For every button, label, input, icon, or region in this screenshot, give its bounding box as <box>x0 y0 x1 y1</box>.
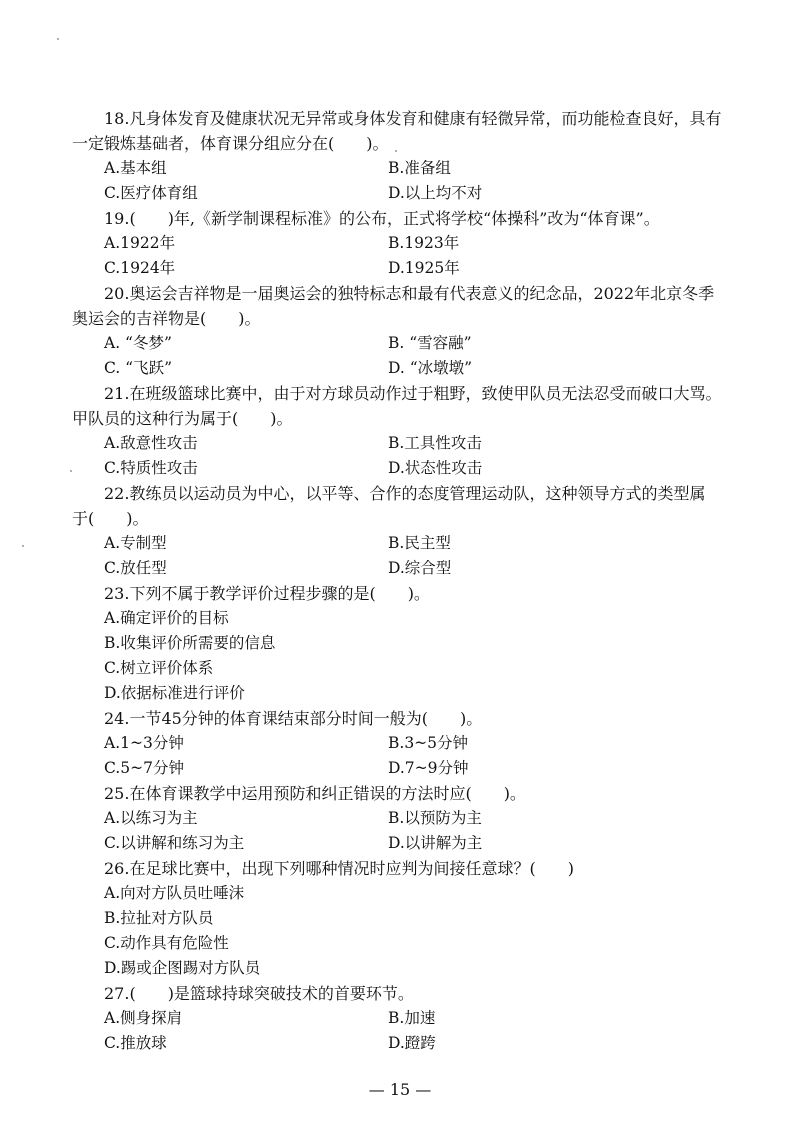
option-d: D.1925年 <box>388 259 460 277</box>
option-b: B.工具性攻击 <box>388 434 482 452</box>
question-stem-line: 甲队员的这种行为属于( )。 <box>72 409 293 428</box>
option-a: A.基本组 <box>104 159 167 177</box>
option-d: D.以上均不对 <box>388 184 483 202</box>
question-24 <box>72 706 732 781</box>
scan-speck <box>22 545 24 547</box>
question-27 <box>72 981 732 1056</box>
question-stem-line: 奥运会的吉祥物是( )。 <box>72 309 261 328</box>
option-b: B.3~5分钟 <box>388 734 469 752</box>
option-row <box>72 231 732 256</box>
question-19 <box>72 206 732 281</box>
option-a: A.侧身探肩 <box>104 1009 183 1027</box>
option-c: C.放任型 <box>104 559 167 577</box>
option-b: B.1923年 <box>388 234 460 252</box>
option-row <box>72 731 732 756</box>
question-stem-line: 18.凡身体发育及健康状况无异常或身体发育和健康有轻微异常，而功能检查良好，具有 <box>104 109 722 128</box>
option-row <box>72 181 732 206</box>
question-26 <box>72 856 732 981</box>
option-c: C.推放球 <box>104 1034 167 1052</box>
question-21 <box>72 381 732 481</box>
option-b: B.拉扯对方队员 <box>104 909 214 927</box>
option-a: A. “冬梦” <box>104 334 172 352</box>
option-d: D.以讲解为主 <box>388 834 483 852</box>
option-row <box>72 456 732 481</box>
option-row <box>72 556 732 581</box>
question-23 <box>72 581 732 706</box>
option-d: D.7~9分钟 <box>388 759 469 777</box>
scan-speck <box>57 38 59 40</box>
option-d: D.状态性攻击 <box>388 459 483 477</box>
option-a: A.向对方队员吐唾沫 <box>104 884 245 902</box>
option-b: B.加速 <box>388 1009 436 1027</box>
question-stem-line: 于( )。 <box>72 509 149 528</box>
option-a: A.敌意性攻击 <box>104 434 198 452</box>
question-25 <box>72 781 732 856</box>
question-stem-line: 一定锻炼基础者，体育课分组应分在( )。 <box>72 134 389 153</box>
question-stem-line: 22.教练员以运动员为中心，以平等、合作的态度管理运动队，这种领导方式的类型属 <box>104 484 706 503</box>
option-c: C.动作具有危险性 <box>104 934 229 952</box>
option-row <box>72 256 732 281</box>
option-a: A.1~3分钟 <box>104 734 184 752</box>
option-b: B.以预防为主 <box>388 809 482 827</box>
option-d: D.蹬跨 <box>388 1034 436 1052</box>
scan-speck <box>70 470 72 472</box>
question-stem-line: 21.在班级篮球比赛中，由于对方球员动作过于粗野，致使甲队员无法忍受而破口大骂。 <box>104 384 722 403</box>
option-b: B.收集评价所需要的信息 <box>104 634 276 652</box>
option-b: B.准备组 <box>388 159 451 177</box>
option-row <box>72 756 732 781</box>
question-22 <box>72 481 732 581</box>
option-a: A.专制型 <box>104 534 167 552</box>
question-stem-line: 24.一节45分钟的体育课结束部分时间一般为( )。 <box>104 709 483 728</box>
option-row <box>72 1006 732 1031</box>
option-c: C.特质性攻击 <box>104 459 198 477</box>
option-a: A.确定评价的目标 <box>104 609 229 627</box>
page-number: — 15 — <box>368 1080 432 1099</box>
option-d: D.综合型 <box>388 559 452 577</box>
option-d: D.依据标准进行评价 <box>104 684 245 702</box>
option-c: C.5~7分钟 <box>104 759 184 777</box>
question-stem-line: 25.在体育课教学中运用预防和纠正错误的方法时应( )。 <box>104 784 526 803</box>
option-row <box>72 831 732 856</box>
question-stem-line: 20.奥运会吉祥物是一届奥运会的独特标志和最有代表意义的纪念品，2022年北京冬季 <box>104 284 715 303</box>
option-c: C.医疗体育组 <box>104 184 198 202</box>
option-row <box>72 331 732 356</box>
question-stem-line: 23.下列不属于教学评价过程步骤的是( )。 <box>104 584 430 603</box>
question-18 <box>72 106 732 206</box>
option-b: B. “雪容融” <box>388 334 472 352</box>
question-stem-line: 27.( )是篮球持球突破技术的首要环节。 <box>104 984 414 1003</box>
option-c: C.以讲解和练习为主 <box>104 834 245 852</box>
option-d: D.踢或企图踢对方队员 <box>104 959 261 977</box>
option-a: A.以练习为主 <box>104 809 198 827</box>
option-row <box>72 431 732 456</box>
option-d: D. “冰墩墩” <box>388 359 473 377</box>
option-row <box>72 806 732 831</box>
question-stem-line: 19.( )年,《新学制课程标准》的公布，正式将学校“体操科”改为“体育课”。 <box>104 209 660 228</box>
scan-speck <box>395 150 397 152</box>
question-20 <box>72 281 732 381</box>
option-row <box>72 531 732 556</box>
option-row <box>72 156 732 181</box>
option-row <box>72 356 732 381</box>
option-c: C.树立评价体系 <box>104 659 214 677</box>
question-stem-line: 26.在足球比赛中，出现下列哪种情况时应判为间接任意球？( ) <box>104 859 574 878</box>
option-row <box>72 1031 732 1056</box>
option-c: C. “飞跃” <box>104 359 173 377</box>
option-b: B.民主型 <box>388 534 451 552</box>
option-c: C.1924年 <box>104 259 176 277</box>
option-a: A.1922年 <box>104 234 176 252</box>
